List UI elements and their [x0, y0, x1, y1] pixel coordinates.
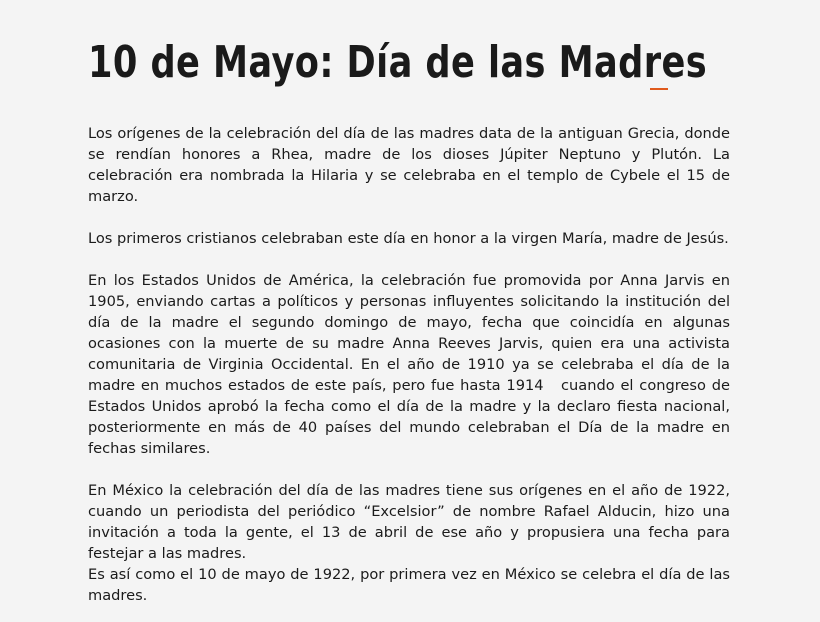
page-title: 10 de Mayo: Día de las Madres — [88, 37, 708, 88]
document-body — [88, 123, 735, 606]
title-underline-accent — [650, 88, 668, 90]
paragraph-united-states: En los Estados Unidos de América, la celebración fue promovida por Anna Jarvis en 1905, enviando cartas a políticos y personas influyentes solicitando la institución del día de la madre el segundo domingo de mayo, fecha que coincidía en algunas ocasiones con la muerte de su madre Anna Reeves Jarvis, quien era una activista comunitaria de Virginia Occidental. En el año de 1910 ya se celebraba el día de la madre en muchos estados de este país, pero fue hasta 1914 cuando el congreso de Estados Unidos aprobó la fecha como el día de la madre y la declaro fiesta nacional, posteriormente en más de 40 países del mundo celebraban el Día de la madre en fechas similares. — [88, 272, 735, 457]
paragraph-mexico: En México la celebración del día de las madres tiene sus orígenes en el año de 1922, cuando un periodista del periódico “Excelsior” de nombre Rafael Alducin, hizo una invitación a toda la gente, el 13 de abril de ese año y propusiera una fecha para festejar a las madres. — [88, 482, 735, 562]
paragraph-conclusion: Es así como el 10 de mayo de 1922, por primera vez en México se celebra el día de las madres. — [88, 566, 735, 604]
paragraph-origins-greece: Los orígenes de la celebración del día de las madres data de la antiguan Grecia, donde se rendían honores a Rhea, madre de los dioses Júpiter Neptuno y Plutón. La celebración era nombrada la Hilaria y se celebraba en el templo de Cybele el 15 de marzo. — [88, 125, 735, 205]
paragraph-early-christians: Los primeros cristianos celebraban este día en honor a la virgen María, madre de Jesús. — [88, 230, 729, 247]
